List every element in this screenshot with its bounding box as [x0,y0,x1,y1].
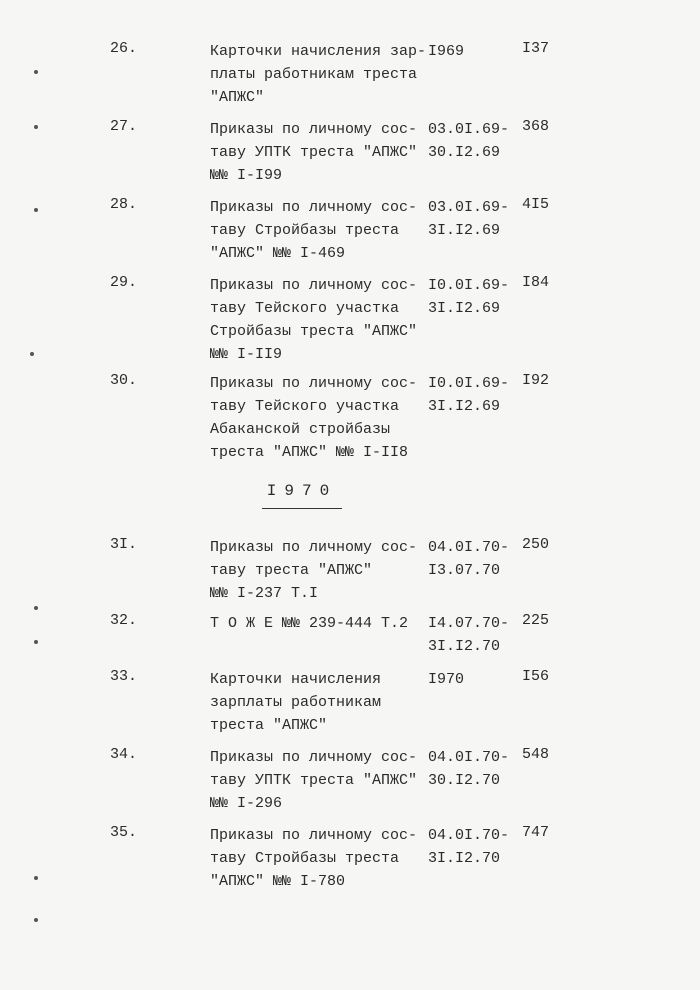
desc-line: таву треста "АПЖС" [210,562,373,579]
desc-line: таву УПТК треста "АПЖС" [210,772,418,789]
entry-dates [428,196,509,242]
entry-sheet-count: I37 [522,40,550,57]
date-line: I0.0I.69- [428,375,510,392]
desc-line: "АПЖС" №№ I-469 [210,245,346,262]
date-line: I970 [428,671,465,688]
date-line: I4.07.70- [428,615,510,632]
desc-line: таву Тейского участка [210,398,400,415]
date-line: 3I.I2.70 [428,638,501,655]
entry-number: 28. [110,196,138,213]
desc-line: треста "АПЖС" [210,717,328,734]
year-heading: I970 [262,482,342,509]
desc-line: Карточки начисления [210,671,382,688]
desc-line: таву Стройбазы треста [210,850,400,867]
entry-description [210,274,425,366]
entry-number: 27. [110,118,138,135]
entry-sheet-count: 225 [522,612,550,629]
margin-mark [34,640,38,644]
desc-line: платы работникам треста [210,66,418,83]
date-line: 30.I2.69 [428,144,501,161]
margin-mark [34,125,38,129]
entry-sheet-count: I84 [522,274,550,291]
entry-number: 30. [110,372,138,389]
desc-line: зарплаты работникам [210,694,382,711]
entry-description [210,746,425,815]
date-line: 04.0I.70- [428,827,510,844]
entry-sheet-count: 250 [522,536,550,553]
entry-description [210,196,425,265]
entry-description [210,372,425,464]
desc-line: таву Стройбазы треста [210,222,400,239]
entry-dates [428,40,464,63]
desc-line: Карточки начисления зар- [210,43,427,60]
entry-dates [428,372,509,418]
entry-number: 34. [110,746,138,763]
entry-sheet-count: I92 [522,372,550,389]
desc-line: Приказы по личному сос- [210,277,418,294]
margin-mark [34,606,38,610]
entry-description [210,824,425,893]
entry-sheet-count: 368 [522,118,550,135]
entry-number: 33. [110,668,138,685]
entry-description [210,536,425,605]
date-line: 3I.I2.69 [428,398,501,415]
desc-line: №№ I-I99 [210,167,283,184]
date-line: 03.0I.69- [428,121,510,138]
date-line: 04.0I.70- [428,539,510,556]
margin-mark [34,876,38,880]
date-line: I0.0I.69- [428,277,510,294]
desc-line: "АПЖС" [210,89,265,106]
entry-sheet-count: 548 [522,746,550,763]
desc-line: Приказы по личному сос- [210,827,418,844]
desc-line: №№ I-237 Т.I [210,585,319,602]
entry-dates [428,274,509,320]
desc-line: таву Тейского участка [210,300,400,317]
entry-description [210,668,425,737]
date-line: 03.0I.69- [428,199,510,216]
entry-dates [428,746,509,792]
desc-line: Приказы по личному сос- [210,375,418,392]
margin-mark [34,918,38,922]
entry-sheet-count: 747 [522,824,550,841]
entry-dates [428,668,464,691]
entry-number: 32. [110,612,138,629]
desc-line: Приказы по личному сос- [210,121,418,138]
date-line: 30.I2.70 [428,772,501,789]
entry-dates [428,824,509,870]
entry-number: 26. [110,40,138,57]
date-line: I3.07.70 [428,562,501,579]
desc-line: Стройбазы треста "АПЖС" [210,323,418,340]
entry-number: 3I. [110,536,138,553]
desc-line: "АПЖС" №№ I-780 [210,873,346,890]
desc-line: треста "АПЖС" №№ I-II8 [210,444,409,461]
entry-sheet-count: 4I5 [522,196,550,213]
desc-line: таву УПТК треста "АПЖС" [210,144,418,161]
entry-sheet-count: I56 [522,668,550,685]
date-line: 04.0I.70- [428,749,510,766]
desc-line: Приказы по личному сос- [210,749,418,766]
desc-line: №№ I-296 [210,795,283,812]
entry-description [210,40,425,109]
entry-description [210,118,425,187]
desc-line: №№ I-II9 [210,346,283,363]
entry-dates [428,536,509,582]
date-line: 3I.I2.69 [428,300,501,317]
entry-dates [428,118,509,164]
date-line: 3I.I2.69 [428,222,501,239]
margin-mark [34,70,38,74]
desc-line: Абаканской стройбазы [210,421,391,438]
entry-number: 29. [110,274,138,291]
entry-description [210,612,425,635]
date-line: I969 [428,43,465,60]
margin-mark [30,352,34,356]
desc-line: Т О Ж Е №№ 239-444 Т.2 [210,615,409,632]
desc-line: Приказы по личному сос- [210,539,418,556]
entry-dates [428,612,509,658]
date-line: 3I.I2.70 [428,850,501,867]
margin-mark [34,208,38,212]
desc-line: Приказы по личному сос- [210,199,418,216]
entry-number: 35. [110,824,138,841]
